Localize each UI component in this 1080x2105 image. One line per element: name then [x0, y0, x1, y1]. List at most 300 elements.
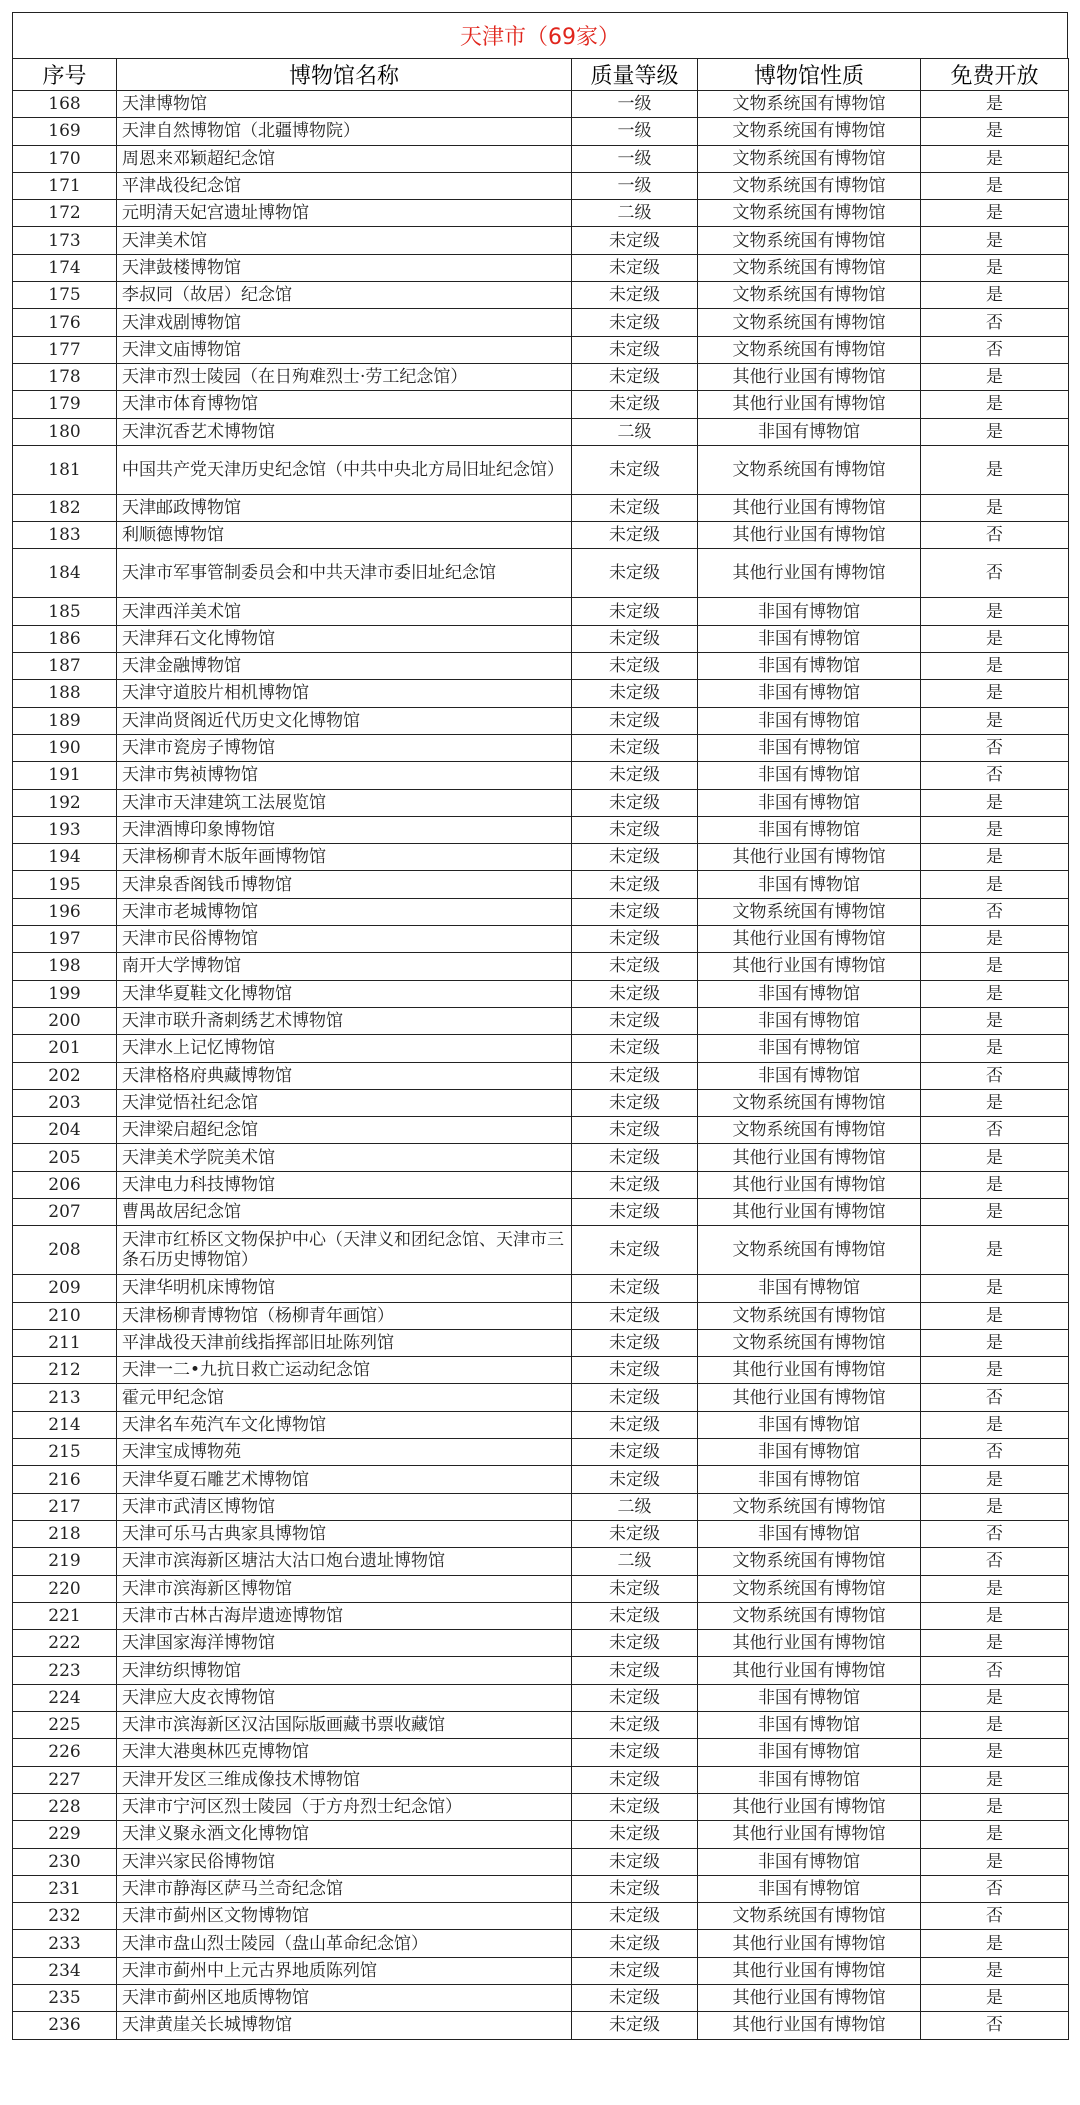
quality-level: 未定级: [572, 1520, 698, 1547]
museum-type: 文物系统国有博物馆: [698, 1117, 921, 1144]
free-admission: 是: [921, 680, 1069, 707]
quality-level: 未定级: [572, 1930, 698, 1957]
museum-name: 天津觉悟社纪念馆: [117, 1089, 572, 1116]
quality-level: 未定级: [572, 1357, 698, 1384]
quality-level: 一级: [572, 145, 698, 172]
row-number: 195: [13, 871, 117, 898]
row-number: 230: [13, 1848, 117, 1875]
free-admission: 否: [921, 1062, 1069, 1089]
free-admission: 是: [921, 1930, 1069, 1957]
row-number: 178: [13, 363, 117, 390]
free-admission: 否: [921, 549, 1069, 598]
museum-name: 天津市蓟州中上元古界地质陈列馆: [117, 1957, 572, 1984]
museum-type: 非国有博物馆: [698, 734, 921, 761]
museum-type: 文物系统国有博物馆: [698, 200, 921, 227]
free-admission: 否: [921, 522, 1069, 549]
quality-level: 未定级: [572, 816, 698, 843]
museum-type: 文物系统国有博物馆: [698, 227, 921, 254]
museum-name: 周恩来邓颖超纪念馆: [117, 145, 572, 172]
quality-level: 未定级: [572, 1630, 698, 1657]
table-title: 天津市（69家）: [12, 12, 1068, 58]
row-number: 204: [13, 1117, 117, 1144]
museum-type: 其他行业国有博物馆: [698, 953, 921, 980]
table-row: [13, 1657, 1069, 1684]
free-admission: 是: [921, 1144, 1069, 1171]
table-row: [13, 1302, 1069, 1329]
museum-type: 非国有博物馆: [698, 1766, 921, 1793]
free-admission: 否: [921, 1903, 1069, 1930]
free-admission: 是: [921, 653, 1069, 680]
row-number: 181: [13, 445, 117, 494]
museum-name: 天津守道胶片相机博物馆: [117, 680, 572, 707]
museum-name: 天津拜石文化博物馆: [117, 625, 572, 652]
free-admission: 是: [921, 254, 1069, 281]
row-number: 172: [13, 200, 117, 227]
table-row: [13, 1275, 1069, 1302]
row-number: 229: [13, 1821, 117, 1848]
museum-name: 天津西洋美术馆: [117, 598, 572, 625]
row-number: 198: [13, 953, 117, 980]
quality-level: 未定级: [572, 1302, 698, 1329]
free-admission: 是: [921, 282, 1069, 309]
free-admission: 是: [921, 1766, 1069, 1793]
quality-level: 未定级: [572, 522, 698, 549]
museum-type: 文物系统国有博物馆: [698, 309, 921, 336]
museum-name: 天津尚贤阁近代历史文化博物馆: [117, 707, 572, 734]
table-row: [13, 172, 1069, 199]
museum-type: 非国有博物馆: [698, 789, 921, 816]
table-row: [13, 1089, 1069, 1116]
museum-type: 非国有博物馆: [698, 680, 921, 707]
quality-level: 未定级: [572, 680, 698, 707]
quality-level: 未定级: [572, 926, 698, 953]
free-admission: 是: [921, 172, 1069, 199]
table-row: [13, 926, 1069, 953]
table-row: [13, 254, 1069, 281]
row-number: 175: [13, 282, 117, 309]
museum-name: 天津兴家民俗博物馆: [117, 1848, 572, 1875]
quality-level: 未定级: [572, 598, 698, 625]
free-admission: 是: [921, 1575, 1069, 1602]
free-admission: 是: [921, 1089, 1069, 1116]
free-admission: 是: [921, 1329, 1069, 1356]
free-admission: 否: [921, 898, 1069, 925]
museum-type: 文物系统国有博物馆: [698, 91, 921, 118]
row-number: 189: [13, 707, 117, 734]
free-admission: 是: [921, 1985, 1069, 2012]
free-admission: 是: [921, 1007, 1069, 1034]
free-admission: 是: [921, 445, 1069, 494]
museum-name: 天津水上记忆博物馆: [117, 1035, 572, 1062]
quality-level: 未定级: [572, 1466, 698, 1493]
museum-name: 天津市滨海新区塘沽大沽口炮台遗址博物馆: [117, 1548, 572, 1575]
table-row: [13, 363, 1069, 390]
header-row: [13, 59, 1069, 91]
row-number: 223: [13, 1657, 117, 1684]
row-number: 209: [13, 1275, 117, 1302]
table-row: [13, 653, 1069, 680]
quality-level: 未定级: [572, 898, 698, 925]
museum-name: 天津邮政博物馆: [117, 494, 572, 521]
museum-type: 其他行业国有博物馆: [698, 363, 921, 390]
table-row: [13, 1848, 1069, 1875]
header-number: 序号: [13, 59, 117, 91]
quality-level: 未定级: [572, 734, 698, 761]
free-admission: 是: [921, 871, 1069, 898]
row-number: 186: [13, 625, 117, 652]
free-admission: 是: [921, 1821, 1069, 1848]
row-number: 200: [13, 1007, 117, 1034]
quality-level: 未定级: [572, 1957, 698, 1984]
museum-type: 非国有博物馆: [698, 1848, 921, 1875]
quality-level: 未定级: [572, 1062, 698, 1089]
museum-type: 非国有博物馆: [698, 1466, 921, 1493]
table-row: [13, 1439, 1069, 1466]
museum-name: 天津大港奥林匹克博物馆: [117, 1739, 572, 1766]
free-admission: 否: [921, 1117, 1069, 1144]
quality-level: 未定级: [572, 1602, 698, 1629]
museum-type: 非国有博物馆: [698, 1035, 921, 1062]
quality-level: 未定级: [572, 653, 698, 680]
museum-type: 文物系统国有博物馆: [698, 1302, 921, 1329]
museum-type: 文物系统国有博物馆: [698, 1602, 921, 1629]
museum-name: 中国共产党天津历史纪念馆（中共中央北方局旧址纪念馆）: [117, 445, 572, 494]
row-number: 176: [13, 309, 117, 336]
row-number: 194: [13, 844, 117, 871]
museum-name: 天津金融博物馆: [117, 653, 572, 680]
museum-type: 文物系统国有博物馆: [698, 172, 921, 199]
museum-type: 非国有博物馆: [698, 1411, 921, 1438]
quality-level: 未定级: [572, 1712, 698, 1739]
quality-level: 未定级: [572, 391, 698, 418]
row-number: 187: [13, 653, 117, 680]
quality-level: 未定级: [572, 1793, 698, 1820]
museum-type: 其他行业国有博物馆: [698, 1630, 921, 1657]
row-number: 220: [13, 1575, 117, 1602]
table-body: [13, 91, 1069, 2040]
row-number: 217: [13, 1493, 117, 1520]
table-row: [13, 1684, 1069, 1711]
museum-type: 其他行业国有博物馆: [698, 844, 921, 871]
museum-type: 其他行业国有博物馆: [698, 549, 921, 598]
museum-name: 天津市瓷房子博物馆: [117, 734, 572, 761]
free-admission: 否: [921, 1384, 1069, 1411]
museum-type: 非国有博物馆: [698, 1275, 921, 1302]
museum-type: 其他行业国有博物馆: [698, 391, 921, 418]
museum-name: 天津市老城博物馆: [117, 898, 572, 925]
table-row: [13, 789, 1069, 816]
museum-type: 其他行业国有博物馆: [698, 1171, 921, 1198]
table-row: [13, 309, 1069, 336]
row-number: 179: [13, 391, 117, 418]
free-admission: 是: [921, 91, 1069, 118]
free-admission: 是: [921, 1684, 1069, 1711]
museum-name: 天津义聚永酒文化博物馆: [117, 1821, 572, 1848]
museum-type: 其他行业国有博物馆: [698, 522, 921, 549]
row-number: 201: [13, 1035, 117, 1062]
row-number: 218: [13, 1520, 117, 1547]
table-row: [13, 1602, 1069, 1629]
quality-level: 未定级: [572, 1089, 698, 1116]
free-admission: 是: [921, 1226, 1069, 1275]
table-row: [13, 598, 1069, 625]
row-number: 228: [13, 1793, 117, 1820]
table-row: [13, 1821, 1069, 1848]
museum-type: 非国有博物馆: [698, 980, 921, 1007]
free-admission: 是: [921, 1602, 1069, 1629]
museum-type: 其他行业国有博物馆: [698, 1384, 921, 1411]
quality-level: 未定级: [572, 844, 698, 871]
table-row: [13, 1739, 1069, 1766]
museum-name: 天津电力科技博物馆: [117, 1171, 572, 1198]
museum-type: 其他行业国有博物馆: [698, 1198, 921, 1225]
free-admission: 是: [921, 816, 1069, 843]
quality-level: 未定级: [572, 1821, 698, 1848]
quality-level: 未定级: [572, 494, 698, 521]
museum-name: 天津市红桥区文物保护中心（天津义和团纪念馆、天津市三条石历史博物馆）: [117, 1226, 572, 1275]
museum-name: 天津华夏石雕艺术博物馆: [117, 1466, 572, 1493]
header-museum-name: 博物馆名称: [117, 59, 572, 91]
free-admission: 是: [921, 844, 1069, 871]
row-number: 182: [13, 494, 117, 521]
quality-level: 一级: [572, 118, 698, 145]
row-number: 183: [13, 522, 117, 549]
free-admission: 是: [921, 1466, 1069, 1493]
quality-level: 未定级: [572, 1848, 698, 1875]
table-row: [13, 282, 1069, 309]
museum-name: 天津博物馆: [117, 91, 572, 118]
museum-type: 其他行业国有博物馆: [698, 1930, 921, 1957]
row-number: 227: [13, 1766, 117, 1793]
free-admission: 否: [921, 2012, 1069, 2039]
free-admission: 是: [921, 1493, 1069, 1520]
table-row: [13, 336, 1069, 363]
free-admission: 是: [921, 926, 1069, 953]
free-admission: 否: [921, 309, 1069, 336]
free-admission: 是: [921, 1171, 1069, 1198]
museum-name: 天津市天津建筑工法展览馆: [117, 789, 572, 816]
table-row: [13, 1117, 1069, 1144]
free-admission: 否: [921, 1875, 1069, 1902]
row-number: 193: [13, 816, 117, 843]
table-row: [13, 1007, 1069, 1034]
museum-name: 天津市蓟州区文物博物馆: [117, 1903, 572, 1930]
museum-name: 天津市民俗博物馆: [117, 926, 572, 953]
row-number: 185: [13, 598, 117, 625]
row-number: 236: [13, 2012, 117, 2039]
quality-level: 未定级: [572, 953, 698, 980]
museum-type: 文物系统国有博物馆: [698, 1329, 921, 1356]
quality-level: 未定级: [572, 1275, 698, 1302]
table-row: [13, 953, 1069, 980]
free-admission: 否: [921, 1548, 1069, 1575]
quality-level: 未定级: [572, 1739, 698, 1766]
museum-name: 天津格格府典藏博物馆: [117, 1062, 572, 1089]
museum-type: 其他行业国有博物馆: [698, 926, 921, 953]
quality-level: 未定级: [572, 1329, 698, 1356]
quality-level: 未定级: [572, 707, 698, 734]
museum-type: 非国有博物馆: [698, 1439, 921, 1466]
museum-name: 天津开发区三维成像技术博物馆: [117, 1766, 572, 1793]
museum-name: 天津市宁河区烈士陵园（于方舟烈士纪念馆）: [117, 1793, 572, 1820]
museum-type: 其他行业国有博物馆: [698, 1357, 921, 1384]
museum-name: 天津市静海区萨马兰奇纪念馆: [117, 1875, 572, 1902]
free-admission: 是: [921, 418, 1069, 445]
row-number: 208: [13, 1226, 117, 1275]
row-number: 214: [13, 1411, 117, 1438]
table-row: [13, 118, 1069, 145]
quality-level: 未定级: [572, 980, 698, 1007]
free-admission: 是: [921, 1739, 1069, 1766]
row-number: 203: [13, 1089, 117, 1116]
free-admission: 是: [921, 980, 1069, 1007]
quality-level: 二级: [572, 1548, 698, 1575]
table-row: [13, 522, 1069, 549]
museum-name: 天津市烈士陵园（在日殉难烈士·劳工纪念馆）: [117, 363, 572, 390]
museum-name: 天津自然博物馆（北疆博物院）: [117, 118, 572, 145]
museum-type: 非国有博物馆: [698, 1520, 921, 1547]
row-number: 184: [13, 549, 117, 598]
museum-type: 其他行业国有博物馆: [698, 1821, 921, 1848]
museum-name: 天津杨柳青木版年画博物馆: [117, 844, 572, 871]
museum-name: 天津黄崖关长城博物馆: [117, 2012, 572, 2039]
table-row: [13, 680, 1069, 707]
quality-level: 未定级: [572, 1384, 698, 1411]
row-number: 231: [13, 1875, 117, 1902]
quality-level: 未定级: [572, 789, 698, 816]
museum-name: 天津市滨海新区博物馆: [117, 1575, 572, 1602]
free-admission: 否: [921, 734, 1069, 761]
free-admission: 是: [921, 1198, 1069, 1225]
museum-name: 天津美术馆: [117, 227, 572, 254]
museum-name: 平津战役纪念馆: [117, 172, 572, 199]
quality-level: 未定级: [572, 1198, 698, 1225]
table-row: [13, 980, 1069, 1007]
table-row: [13, 391, 1069, 418]
row-number: 188: [13, 680, 117, 707]
museum-name: 南开大学博物馆: [117, 953, 572, 980]
museum-type: 其他行业国有博物馆: [698, 494, 921, 521]
quality-level: 未定级: [572, 625, 698, 652]
museum-type: 文物系统国有博物馆: [698, 145, 921, 172]
museum-name: 天津沉香艺术博物馆: [117, 418, 572, 445]
museum-list-document: [12, 12, 1068, 2040]
museum-name: 天津市军事管制委员会和中共天津市委旧址纪念馆: [117, 549, 572, 598]
quality-level: 未定级: [572, 1903, 698, 1930]
free-admission: 否: [921, 1520, 1069, 1547]
quality-level: 未定级: [572, 1575, 698, 1602]
museum-name: 平津战役天津前线指挥部旧址陈列馆: [117, 1329, 572, 1356]
table-row: [13, 625, 1069, 652]
row-number: 196: [13, 898, 117, 925]
table-row: [13, 445, 1069, 494]
quality-level: 未定级: [572, 1439, 698, 1466]
free-admission: 是: [921, 1630, 1069, 1657]
museum-type: 非国有博物馆: [698, 1007, 921, 1034]
museum-type: 文物系统国有博物馆: [698, 1575, 921, 1602]
museum-type: 非国有博物馆: [698, 816, 921, 843]
table-row: [13, 1062, 1069, 1089]
table-row: [13, 762, 1069, 789]
free-admission: 是: [921, 1411, 1069, 1438]
table-row: [13, 1712, 1069, 1739]
museum-table: [12, 58, 1069, 2040]
free-admission: 否: [921, 1657, 1069, 1684]
table-row: [13, 1630, 1069, 1657]
free-admission: 是: [921, 200, 1069, 227]
quality-level: 未定级: [572, 1657, 698, 1684]
table-row: [13, 1793, 1069, 1820]
table-row: [13, 1226, 1069, 1275]
museum-type: 文物系统国有博物馆: [698, 118, 921, 145]
museum-type: 非国有博物馆: [698, 871, 921, 898]
museum-name: 天津一二•九抗日救亡运动纪念馆: [117, 1357, 572, 1384]
museum-type: 非国有博物馆: [698, 418, 921, 445]
row-number: 168: [13, 91, 117, 118]
row-number: 177: [13, 336, 117, 363]
table-row: [13, 200, 1069, 227]
table-row: [13, 844, 1069, 871]
free-admission: 是: [921, 625, 1069, 652]
museum-type: 其他行业国有博物馆: [698, 1985, 921, 2012]
museum-name: 天津美术学院美术馆: [117, 1144, 572, 1171]
table-row: [13, 1035, 1069, 1062]
museum-name: 天津酒博印象博物馆: [117, 816, 572, 843]
free-admission: 否: [921, 336, 1069, 363]
museum-name: 天津应大皮衣博物馆: [117, 1684, 572, 1711]
museum-name: 天津市隽祯博物馆: [117, 762, 572, 789]
row-number: 190: [13, 734, 117, 761]
table-row: [13, 734, 1069, 761]
table-row: [13, 1357, 1069, 1384]
row-number: 170: [13, 145, 117, 172]
free-admission: 否: [921, 1439, 1069, 1466]
quality-level: 未定级: [572, 254, 698, 281]
quality-level: 未定级: [572, 1117, 698, 1144]
quality-level: 未定级: [572, 1226, 698, 1275]
museum-name: 利顺德博物馆: [117, 522, 572, 549]
table-row: [13, 549, 1069, 598]
free-admission: 是: [921, 1957, 1069, 1984]
row-number: 219: [13, 1548, 117, 1575]
table-row: [13, 91, 1069, 118]
row-number: 205: [13, 1144, 117, 1171]
table-row: [13, 1171, 1069, 1198]
quality-level: 未定级: [572, 1411, 698, 1438]
table-row: [13, 898, 1069, 925]
museum-name: 天津市滨海新区汉沽国际版画藏书票收藏馆: [117, 1712, 572, 1739]
row-number: 226: [13, 1739, 117, 1766]
table-row: [13, 1575, 1069, 1602]
museum-type: 文物系统国有博物馆: [698, 445, 921, 494]
row-number: 207: [13, 1198, 117, 1225]
row-number: 216: [13, 1466, 117, 1493]
free-admission: 是: [921, 598, 1069, 625]
museum-type: 其他行业国有博物馆: [698, 1793, 921, 1820]
museum-name: 天津市联升斋刺绣艺术博物馆: [117, 1007, 572, 1034]
museum-type: 非国有博物馆: [698, 1739, 921, 1766]
museum-name: 曹禺故居纪念馆: [117, 1198, 572, 1225]
table-row: [13, 418, 1069, 445]
quality-level: 未定级: [572, 1766, 698, 1793]
table-row: [13, 1903, 1069, 1930]
header-free-admission: 免费开放: [921, 59, 1069, 91]
quality-level: 未定级: [572, 2012, 698, 2039]
quality-level: 二级: [572, 200, 698, 227]
table-row: [13, 1329, 1069, 1356]
museum-type: 文物系统国有博物馆: [698, 1226, 921, 1275]
table-row: [13, 1198, 1069, 1225]
